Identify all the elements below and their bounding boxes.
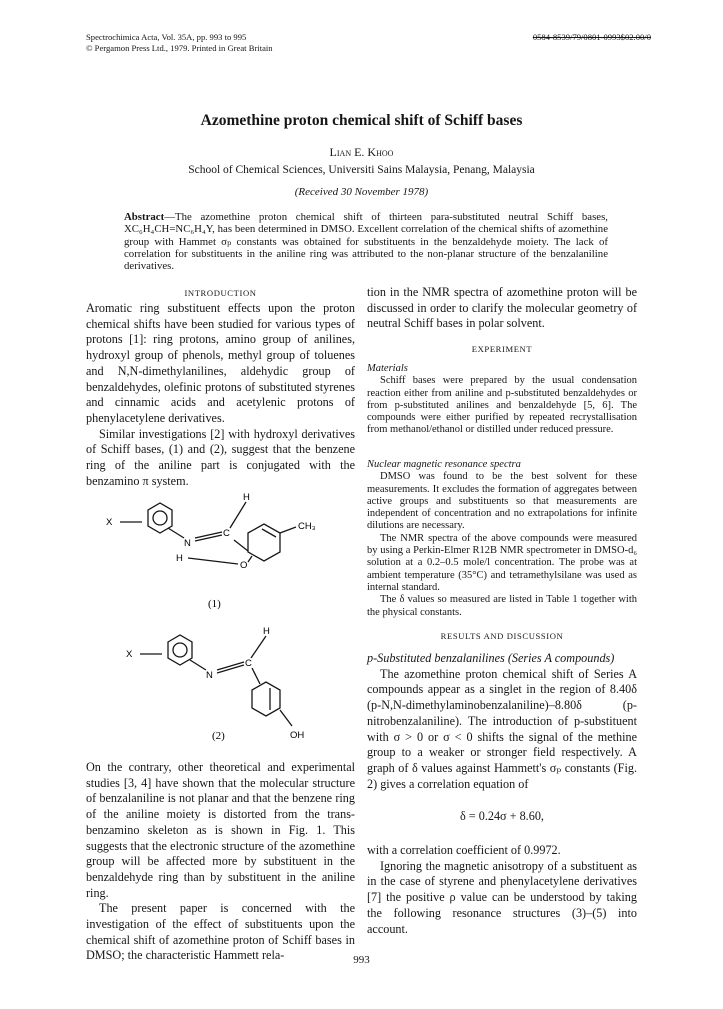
nmr-paragraph-2: The NMR spectra of the above compounds were measured by using a Perkin-Elmer R12B NMR spectrometer in DMSO-d₆ solution at a 0.2–0.5 mole/l concentration. The probe was at ambient temperature (35°C) and tetramethylsilane was used as internal standard. (367, 532, 637, 593)
intro-paragraph-2: Similar investigations [2] with hydroxyl derivatives of Schiff bases, (1) and (2), suggest that the benzene ring of the aniline part is conjugated with the benzamino π system. (86, 426, 355, 488)
intro-paragraph-4: The present paper is concerned with the investigation of the effect of substituents upon the chemical shift of azomethine proton of Schiff bases in DMSO; the characteristic Hammett rela- (86, 901, 355, 963)
intro-continuation: tion in the NMR spectra of azomethine proton will be discussed in order to clarify the molecular geometry of neutral Schiff bases in polar solvent. (367, 285, 637, 331)
article-title: Azomethine proton chemical shift of Schiff bases (200, 112, 523, 129)
s2-n-label: N (206, 670, 213, 681)
s1-c-label: C (223, 528, 230, 539)
nmr-heading: Nuclear magnetic resonance spectra (367, 459, 521, 470)
abstract-label: Abstract (124, 211, 165, 223)
materials-heading: Materials (367, 363, 408, 374)
correlation-equation: δ = 0.24σ + 8.60, (460, 809, 544, 824)
materials-section (367, 363, 637, 437)
intro-block-1 (86, 301, 355, 489)
intro-block-2 (86, 760, 355, 964)
s1-x-label: X (106, 517, 113, 528)
experiment-heading: EXPERIMENT (471, 344, 533, 354)
s1-h-top-label: H (243, 492, 250, 503)
nmr-section (367, 459, 637, 619)
author-name: Lian E. Khoo (329, 145, 394, 159)
results-paragraph-3: Ignoring the magnetic anisotropy of a substituent as in the case of styrene and phenylacetylene derivatives [7] the positive ρ value can be understood by taking the following resonance structures (3)–(5) into account. (367, 858, 637, 936)
page-number: 993 (353, 954, 370, 966)
s1-n-label: N (184, 538, 191, 549)
s1-o-label: O (240, 560, 248, 571)
materials-text: Schiff bases were prepared by the usual condensation reaction either from aniline and p-substituted benzaldehydes or from p-substituted anilines and benzaldehyde [5, 6]. The compounds were either purified by repeated recrystallisation from methanol/ethanol or distilled under reduced pressure. (367, 375, 637, 436)
s2-x-label: X (126, 649, 133, 660)
s1-ch3-label: CH₃ (298, 521, 316, 532)
received-date: (Received 30 November 1978) (294, 186, 429, 198)
results-paragraph-1: The azomethine proton chemical shift of Series A compounds appear as a singlet in the region of 8.40δ (p-N,N-dimethylaminobenzalaniline)–8.80δ (p-nitrobenzalaniline). The introduction of p-substituent with σ > 0 or σ < 0 shifts the signal of the methine group to a weaker or stronger field respectively. A graph of δ values against Hammett's σₚ constants (Fig. 2) gives a correlation equation of (367, 666, 637, 791)
results-section (367, 651, 637, 937)
s2-oh-label: OH (290, 730, 305, 741)
introduction-heading: INTRODUCTION (184, 288, 257, 298)
results-paragraph-2: with a correlation coefficient of 0.9972. (367, 843, 561, 858)
s2-h-top-label: H (263, 626, 270, 637)
structure-1-label: (1) (208, 598, 221, 610)
abstract-text: —The azomethine proton chemical shift of thirteen para-substituted neutral Schiff bases, XC₆H₄CH=NC₆H₄Y, has been determined in DMSO. Excellent correlation of the chemical shifts of azomethine group with Hammet σₚ constants was obtained for substituents in the benzaldehyde moiety. The lack of correlation for substituents in the aniline ring was attributed to the non-planar structure of the benzalaniline derivatives. (124, 211, 608, 273)
copyright-line: © Pergamon Press Ltd., 1979. Printed in Great Britain (86, 43, 273, 53)
article-code: 0584-8539/79/0801-0993$02.00/0 (532, 32, 651, 42)
s1-h-left-label: H (176, 553, 183, 564)
abstract (124, 211, 608, 272)
affiliation: School of Chemical Sciences, Universiti Sains Malaysia, Penang, Malaysia (188, 164, 535, 176)
nmr-paragraph-1: DMSO was found to be the best solvent for these measurements. It excludes the formation of aggregates between active groups and substituents so that measurements are independent of concentration and no extrapolations for infinite dilutions are necessary. (367, 471, 637, 532)
structure-1-diagram (100, 488, 330, 613)
intro-paragraph-3: On the contrary, other theoretical and experimental studies [3, 4] have shown that the molecular structure of benzalaniline is not planar and that the benzene ring of the aniline moiety is distorted from the trans-benzamino skeleton as is shown in Fig. 1. This suggests that the electronic structure of the azomethine group will be affected more by substituent in the benzaldehyde ring than by substituent in the aniline ring. (86, 760, 355, 900)
structure-2-diagram (120, 622, 330, 752)
journal-citation: Spectrochimica Acta, Vol. 35A, pp. 993 to 995 (86, 32, 247, 42)
s2-c-label: C (245, 658, 252, 669)
results-heading: RESULTS AND DISCUSSION (440, 631, 564, 641)
nmr-paragraph-3: The δ values so measured are listed in Table 1 together with the physical constants. (367, 594, 637, 618)
intro-paragraph-1: Aromatic ring substituent effects upon the proton chemical shifts have been studied for various types of protons [1]: ring protons, amino group of anilines, hydroxyl group of phenols, methyl group of toluenes and N,N-dimethylanilines, aldehydic group of benzaldehydes, olefinic protons of substituted styrenes and cinnamic acids and acetylenic protons of phenylacetylene derivatives. (86, 301, 355, 425)
series-a-heading: p-Substituted benzalanilines (Series A compounds) (367, 651, 615, 665)
structure-2-label: (2) (212, 730, 225, 742)
